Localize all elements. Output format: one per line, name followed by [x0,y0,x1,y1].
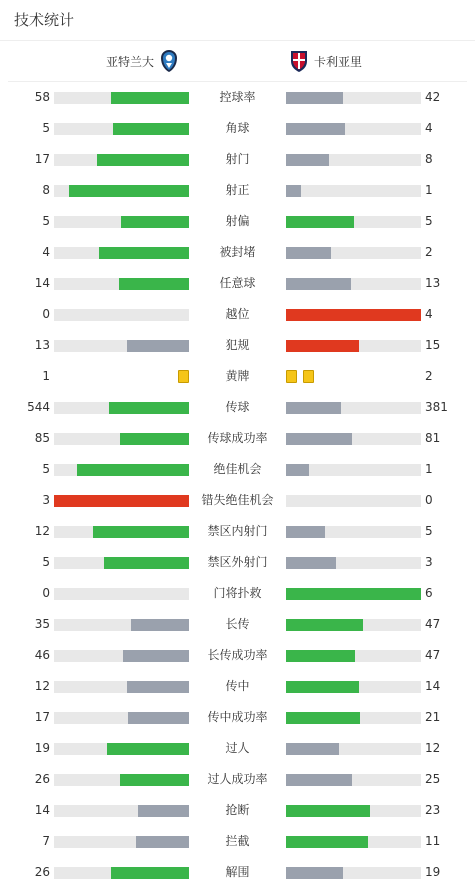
stat-row [0,702,475,733]
home-stat-bar-fill [136,836,189,848]
away-stat-value: 6 [425,586,433,600]
stat-label: 任意球 [219,276,256,290]
yellow-card-icon [286,370,297,383]
away-stat-bar [286,185,421,197]
home-yellow-cards [178,370,189,383]
home-stat-bar [54,681,189,693]
away-stat-bar [286,526,421,538]
stat-label: 黄牌 [225,369,250,383]
away-stat-bar-fill [286,123,345,135]
away-stat-value: 14 [425,679,441,693]
home-stat-bar [54,619,189,631]
home-stat-value: 5 [42,462,50,476]
away-stat-bar [286,650,421,662]
away-stat-bar-fill [286,278,351,290]
home-stat-value: 26 [34,865,50,879]
stat-row [0,392,475,423]
away-stat-bar-fill [286,774,352,786]
away-stat-value: 4 [425,121,433,135]
away-stat-value: 42 [425,90,441,104]
stat-label: 过人成功率 [207,772,268,786]
stat-row [0,237,475,268]
home-stat-bar [54,309,189,321]
stat-row [0,144,475,175]
stat-row [0,175,475,206]
cagliari-crest-icon [290,49,308,73]
away-stat-value: 0 [425,493,433,507]
home-stat-value: 13 [34,338,50,352]
home-stat-bar [54,464,189,476]
stat-label: 传球成功率 [207,431,268,445]
away-stat-value: 3 [425,555,433,569]
home-stat-bar [54,216,189,228]
stat-row [0,206,475,237]
away-stat-bar-fill [286,712,360,724]
stat-label: 错失绝佳机会 [201,493,274,507]
away-stat-bar-fill [286,557,336,569]
away-stat-bar-fill [286,743,339,755]
home-stat-bar-fill [121,216,189,228]
stat-label: 控球率 [219,90,256,104]
away-stat-bar [286,464,421,476]
away-stat-bar [286,433,421,445]
away-stat-bar-fill [286,619,363,631]
stat-row [0,826,475,857]
stat-label: 过人 [225,741,250,755]
home-stat-bar [54,278,189,290]
home-stat-value: 14 [34,803,50,817]
away-stat-bar-fill [286,309,421,321]
stat-label: 传中 [225,679,250,693]
away-stat-bar-fill [286,681,359,693]
stat-label: 传中成功率 [207,710,268,724]
away-stat-value: 2 [425,245,433,259]
away-stat-value: 11 [425,834,441,848]
home-stat-bar [54,867,189,879]
away-stat-value: 21 [425,710,441,724]
away-stat-bar-fill [286,526,325,538]
away-stat-bar [286,309,421,321]
stat-label: 被封堵 [219,245,256,259]
home-stat-bar [54,185,189,197]
home-stat-bar-fill [120,433,189,445]
away-stat-bar [286,712,421,724]
home-stat-bar [54,743,189,755]
away-stat-value: 23 [425,803,441,817]
teams-header [8,41,467,82]
stat-row [0,795,475,826]
stat-row [0,671,475,702]
stat-row [0,640,475,671]
stat-label: 抢断 [225,803,250,817]
away-stat-bar [286,588,421,600]
home-stat-bar [54,92,189,104]
away-stat-bar-fill [286,836,368,848]
away-stat-value: 19 [425,865,441,879]
home-stat-bar [54,557,189,569]
away-stat-bar-fill [286,650,355,662]
away-yellow-cards [286,370,320,383]
home-stat-bar-fill [111,92,189,104]
away-stat-value: 1 [425,462,433,476]
stat-row [0,361,475,392]
away-stat-bar [286,619,421,631]
away-stat-bar [286,743,421,755]
home-stat-bar-fill [127,681,189,693]
away-stat-bar-fill [286,588,421,600]
stat-label: 犯规 [225,338,250,352]
stat-label: 长传成功率 [207,648,268,662]
away-stat-bar-fill [286,867,343,879]
away-stat-bar [286,123,421,135]
home-stat-value: 5 [42,214,50,228]
stat-label: 射偏 [225,214,250,228]
stat-row [0,454,475,485]
home-stat-bar [54,154,189,166]
stat-label: 绝佳机会 [213,462,262,476]
home-stat-value: 85 [34,431,50,445]
away-stat-value: 12 [425,741,441,755]
home-team-name: 亚特兰大 [105,54,154,69]
home-stat-bar [54,402,189,414]
home-stat-value: 58 [34,90,50,104]
away-team[interactable] [290,41,362,81]
stat-label: 禁区内射门 [207,524,268,538]
home-stat-bar-fill [97,154,189,166]
away-stat-bar [286,805,421,817]
home-stat-bar [54,650,189,662]
away-stat-value: 8 [425,152,433,166]
away-stat-value: 13 [425,276,441,290]
away-stat-bar [286,402,421,414]
away-stat-bar-fill [286,402,341,414]
home-stat-bar-fill [104,557,189,569]
stat-row [0,578,475,609]
stat-label: 传球 [225,400,250,414]
home-stat-bar-fill [54,495,189,507]
home-stat-bar [54,526,189,538]
home-stat-value: 1 [42,369,50,383]
stat-row [0,82,475,113]
away-stat-value: 4 [425,307,433,321]
stat-label: 角球 [225,121,250,135]
away-stat-bar-fill [286,154,329,166]
home-stat-bar-fill [69,185,189,197]
away-stat-bar [286,681,421,693]
away-stat-bar [286,867,421,879]
home-stat-value: 7 [42,834,50,848]
home-stat-value: 19 [34,741,50,755]
home-stat-value: 12 [34,679,50,693]
home-stat-bar-fill [131,619,189,631]
away-stat-value: 2 [425,369,433,383]
stat-row [0,113,475,144]
home-stat-value: 35 [34,617,50,631]
away-stat-value: 5 [425,524,433,538]
away-stat-value: 5 [425,214,433,228]
home-stat-value: 12 [34,524,50,538]
home-stat-value: 8 [42,183,50,197]
away-stat-bar [286,278,421,290]
away-stat-bar-fill [286,216,354,228]
home-stat-value: 0 [42,586,50,600]
page-title: 技术统计 [0,0,475,41]
home-stat-bar [54,805,189,817]
home-stat-value: 5 [42,555,50,569]
home-stat-bar-fill [77,464,189,476]
home-stat-value: 26 [34,772,50,786]
stat-label: 禁区外射门 [207,555,268,569]
home-stat-bar-fill [111,867,189,879]
away-stat-bar [286,774,421,786]
stat-row [0,733,475,764]
home-stat-bar [54,774,189,786]
home-stat-value: 17 [34,710,50,724]
stat-row [0,299,475,330]
stat-label: 门将扑救 [213,586,262,600]
stat-row [0,485,475,516]
home-stat-value: 544 [27,400,50,414]
home-stat-bar-fill [138,805,189,817]
stat-label: 长传 [225,617,250,631]
home-stat-bar-fill [127,340,189,352]
home-stat-bar-fill [99,247,189,259]
away-stat-bar [286,154,421,166]
stat-row [0,764,475,795]
away-stat-bar-fill [286,805,370,817]
home-stat-bar [54,588,189,600]
away-stat-bar [286,557,421,569]
home-stat-bar [54,495,189,507]
home-stat-bar [54,712,189,724]
away-stat-bar [286,340,421,352]
away-stat-bar-fill [286,433,352,445]
home-stat-bar-fill [123,650,189,662]
home-stat-bar [54,123,189,135]
away-stat-value: 381 [425,400,448,414]
away-stat-value: 47 [425,617,441,631]
home-stat-bar-fill [119,278,189,290]
home-team[interactable] [106,41,178,81]
home-stat-value: 3 [42,493,50,507]
home-stat-bar [54,247,189,259]
yellow-card-icon [303,370,314,383]
away-stat-value: 1 [425,183,433,197]
stat-row [0,330,475,361]
stat-row [0,609,475,640]
home-stat-bar-fill [128,712,189,724]
home-stat-bar-fill [109,402,189,414]
away-stat-bar [286,836,421,848]
away-team-name: 卡利亚里 [314,54,363,69]
away-stat-bar-fill [286,92,343,104]
home-stat-bar-fill [93,526,189,538]
away-stat-bar-fill [286,185,301,197]
away-stat-bar [286,216,421,228]
home-stat-bar [54,433,189,445]
away-stat-bar [286,92,421,104]
away-stat-bar-fill [286,247,331,259]
stat-label: 射正 [225,183,250,197]
stat-label: 越位 [225,307,250,321]
home-stat-value: 0 [42,307,50,321]
yellow-card-icon [178,370,189,383]
home-stat-bar [54,340,189,352]
away-stat-value: 25 [425,772,441,786]
atalanta-crest-icon [160,49,178,73]
home-stat-value: 4 [42,245,50,259]
away-stat-bar [286,247,421,259]
away-stat-bar [286,495,421,507]
away-stat-value: 47 [425,648,441,662]
home-stat-bar-fill [107,743,189,755]
away-stat-bar-fill [286,340,359,352]
stat-row [0,547,475,578]
away-stat-value: 81 [425,431,441,445]
stat-label: 解围 [225,865,250,879]
stat-row [0,268,475,299]
stat-label: 射门 [225,152,250,166]
home-stat-value: 14 [34,276,50,290]
away-stat-bar-fill [286,464,309,476]
stat-label: 拦截 [225,834,250,848]
stat-row [0,516,475,547]
home-stat-bar-fill [113,123,189,135]
home-stat-bar [54,836,189,848]
home-stat-value: 5 [42,121,50,135]
stat-row [0,857,475,888]
stat-row [0,423,475,454]
home-stat-value: 17 [34,152,50,166]
away-stat-value: 15 [425,338,441,352]
home-stat-bar-fill [120,774,189,786]
home-stat-value: 46 [34,648,50,662]
